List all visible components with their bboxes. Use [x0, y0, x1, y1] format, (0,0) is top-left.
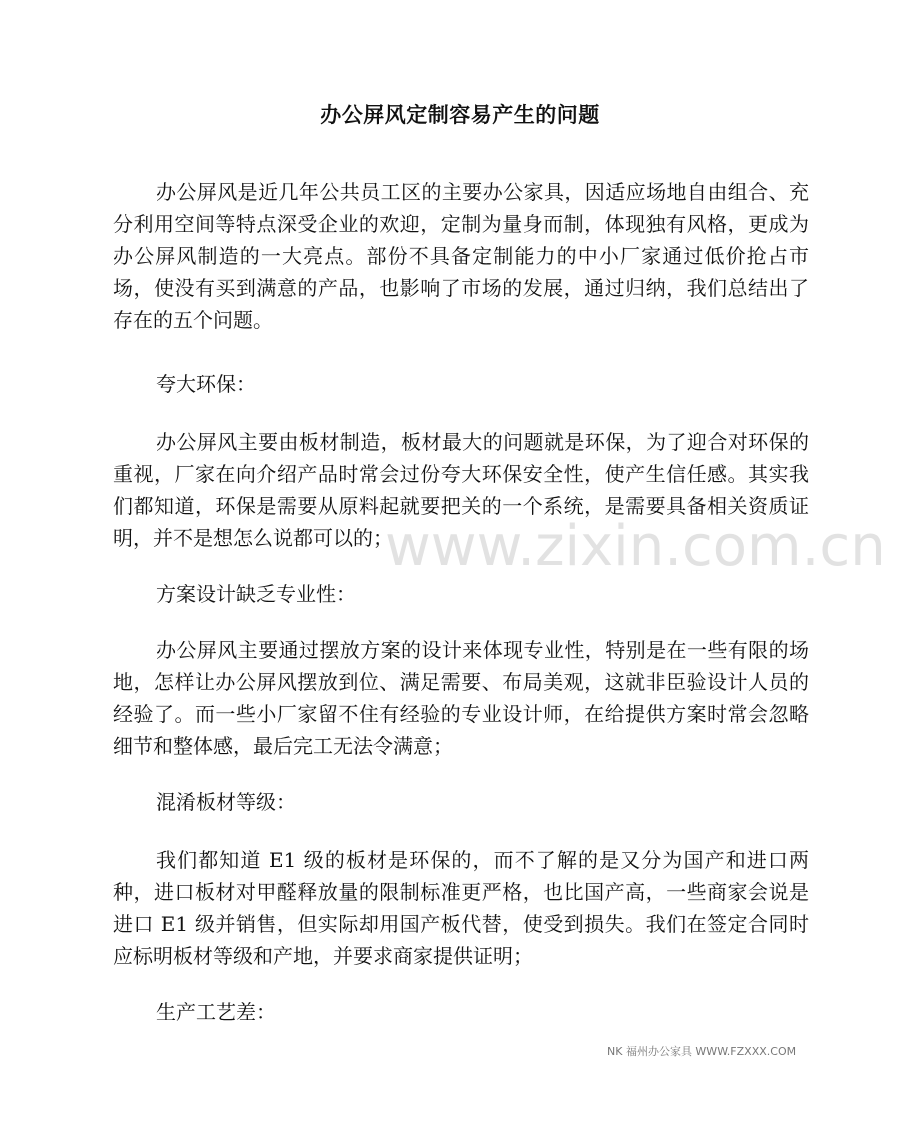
- section-heading-poor-craftsmanship: 生产工艺差：: [156, 1000, 276, 1024]
- section-text-exaggerated-eco: 办公屏风主要由板材制造，板材最大的问题就是环保，为了迎合对环保的重视，厂家在向介绍产品时常会过份夸大环保安全性，使产生信任感。其实我们都知道，环保是需要从原料起就要把关的一个系统，是需要具备相关资质证明，并不是想怎么说都可以的；: [113, 430, 809, 550]
- section-text-design-lacks-professionalism: 办公屏风主要通过摆放方案的设计来体现专业性，特别是在一些有限的场地，怎样让办公屏风摆放到位、满足需要、布局美观，这就非臣验设计人员的经验了。而一些小厂家留不住有经验的专业设计师，在给提供方案时常会忽略细节和整体感，最后完工无法令满意；: [113, 638, 809, 758]
- watermark-text: www.zixin.com.cn: [385, 514, 886, 579]
- section-text-board-grades: 我们都知道 E1 级的板材是环保的，而不了解的是又分为国产和进口两种，进口板材对甲醛释放量的限制标准更严格，也比国产高，一些商家会说是进口 E1 级并销售，但实际却用国产板代替，使受到损失。我们在签定合同时应标明板材等级和产地，并要求商家提供证明；: [113, 848, 809, 968]
- document-title: 办公屏风定制容易产生的问题: [320, 102, 600, 127]
- section-heading-board-grades: 混淆板材等级：: [156, 790, 296, 814]
- intro-paragraph: 办公屏风是近几年公共员工区的主要办公家具，因适应场地自由组合、充分利用空间等特点深受企业的欢迎，定制为量身而制，体现独有风格，更成为办公屏风制造的一大亮点。部份不具备定制能力的中小厂家通过低价抢占市场，使没有买到满意的产品，也影响了市场的发展，通过归纳，我们总结出了存在的五个问题。: [113, 180, 809, 332]
- page-footer: NK 福州办公家具 WWW.FZXXX.COM: [607, 1045, 797, 1058]
- section-heading-exaggerated-eco: 夸大环保：: [156, 372, 256, 396]
- section-heading-design-lacks-professionalism: 方案设计缺乏专业性：: [156, 582, 356, 606]
